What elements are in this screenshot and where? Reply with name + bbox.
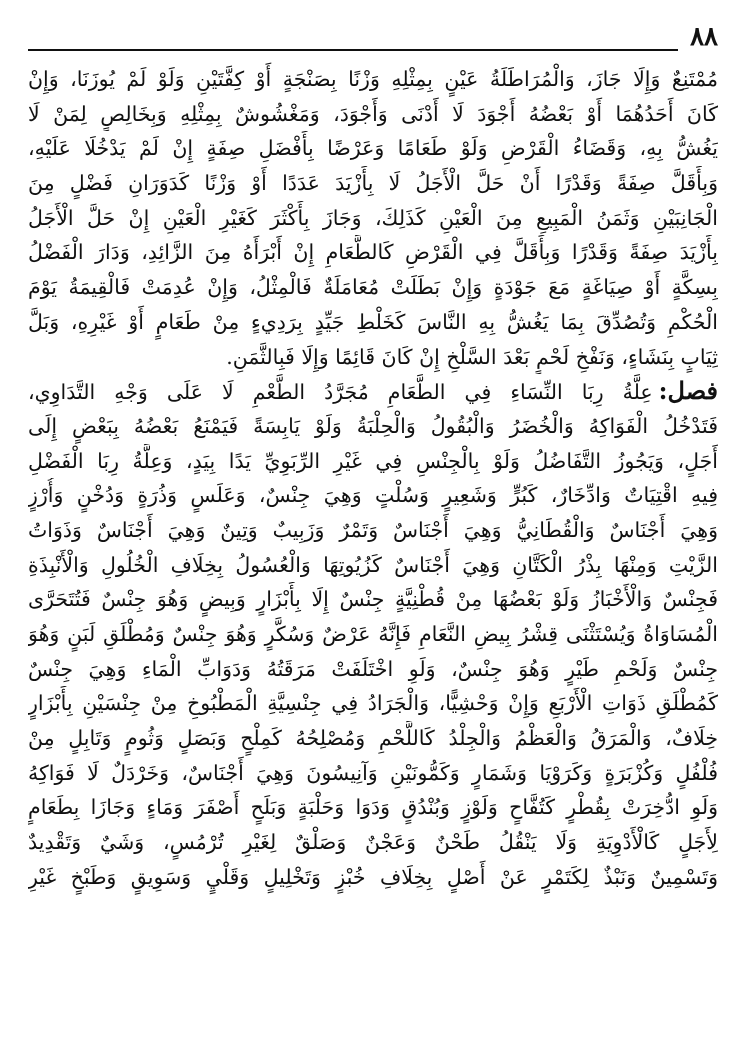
text-line: الْمُسَاوَاةُ وَيُسْتَثْنَى قِشْرُ بِيضِ النَّعَامِ فَإِنَّهُ عَرْضٌ وَسُكَّرٍ وَهُوَ جِنْسٌ وَمُطْلَقِ لَبَنٍ وَهُوَ [28, 622, 718, 646]
text-line: يَغُشُّ بِهِ، وَقَضَاءُ الْقَرْضِ وَلَوْ طَعَامًا وَعَرْضًا بِأَفْضَلِ صِفَةٍ إِنْ لَمْ يَدْخُلَا عَلَيْهِ، [28, 136, 718, 161]
text-line: عِلَّةُ رِبَا النِّسَاءِ فِي الطَّعَامِ مُجَرَّدُ الطَّعْمِ لَا عَلَى وَجْهِ التَّدَاوِي، [28, 380, 653, 405]
text-line: لِأَجَلٍ كَالْأَدْوِيَةِ وَلَا يَنْقُلُ طَحْنٌ وَعَجْنٌ وَصَلْقٌ لِغَيْرِ تُرْمُسٍ، وَشَيٌ وَتَقْدِيدٌ [28, 830, 718, 855]
section-heading: فصل: [658, 376, 718, 406]
text-line: كَانَ أَحَدُهُمَا أَوْ بَعْضُهُ أَجْوَدَ لَا أَدْنَى وَأَجْوَدَ، وَمَغْشُوشٌ بِمِثْلِهِ وَبِخَالِصٍ لِمَنْ لَا [28, 101, 718, 126]
text-line: فَتَدْخُلُ الْفَوَاكِهُ وَالْخُضَرُ وَالْبُقُولُ وَالْحِلْبَةُ وَلَوْ يَابِسَةً فَيَمْنَعُ بَعْضُهُ بِبَعْضٍ إِلَى [28, 413, 718, 438]
text-line: بِسِكَّةٍ أَوْ صِيَاغَةٍ مَعَ جَوْدَةٍ وَإِنْ بَطَلَتْ مُعَامَلَةٌ فَالْمِثْلُ، وَإِنْ عُدِمَتْ فَالْقِيمَةُ يَوْمَ [28, 275, 718, 300]
text-line: مُمْتَنِعٌ وَإِلَا جَازَ، وَالْمُرَاطَلَةُ عَيْنٍ بِمِثْلِهِ وَزْنًا بِصَنْجَةٍ أَوْ كِفَّتَيْنِ وَلَوْ لَمْ يُوزَنَا، وَإِنْ [28, 67, 718, 91]
body-text [28, 62, 718, 895]
text-line: فُلْفُلٍ وَكُزْبَرَةٍ وَكَرَوْيَا وَشَمَارٍ وَكَمُّونَيْنِ وَآنِيسُونَ وَهِيَ أَجْنَاسٌ، وَخَرْدَلٌ لَا فَوَاكِهُ [28, 760, 718, 785]
text-line: الْحُكْمِ وَتُصُدِّقَ بِمَا يَغُشُّ بِهِ النَّاسَ كَخَلْطِ جَيِّدٍ بِرَدِيءٍ مِنْ طَعَامٍ أَوْ غَيْرِهِ، وَبَلَّ [28, 309, 718, 334]
text-line: ثِيَابٍ بِنَشَاءٍ، وَنَفْخِ لَحْمٍ بَعْدَ السَّلْخِ إِنْ كَانَ قَائِمًا وَإِلَا فَبِالثَّمَنِ. [226, 344, 718, 369]
text-line: بِأَزْيَدَ صِفَةً وَقَدْرًا وَبِأَقَلَّ فِي الْقَرْضِ كَالطَّعَامِ إِنْ أَبْرَأَهُ مِنَ الزَّائِدِ، وَدَارَ الْفَضْلُ [28, 240, 718, 265]
text-line: فَجِنْسٌ وَالْأَخْبَازُ وَلَوْ بَعْضُهَا مِنْ قُطْنِيَّةٍ جِنْسٌ إِلَا بِأَبْزَارٍ وَبِيضٍ وَهُوَ جِنْسٌ فَتُتَحَرَّى [28, 587, 718, 612]
text-line: كَمُطْلَقِ ذَوَاتِ الْأَرْبَعِ وَإِنْ وَحْشِيًّا، وَالْجَرَادُ فِي جِنْسِيَّةِ الْمَطْبُوخِ مِنْ جِنْسَيْنِ بِأَبْزَارٍ [28, 691, 718, 716]
text-line: الْجَانِبَيْنِ وَثَمَنُ الْمَبِيعِ مِنَ الْعَيْنِ كَذَلِكَ، وَجَازَ بِأَكْثَرَ كَغَيْرِ الْعَيْنِ إِنْ حَلَّ الْأَجَلُ [28, 205, 718, 230]
page-header [28, 22, 718, 56]
text-line: وَهِيَ أَجْنَاسٌ وَالْقُطَانِيُّ وَهِيَ أَجْنَاسٌ وَتَمْرٌ وَزَبِيبٌ وَتِينٌ وَهِيَ أَجْنَاسٌ وَذَوَاتُ [28, 517, 718, 542]
text-line: خِلَافٌ، وَالْمَرَقُ وَالْعَظْمُ وَالْجِلْدُ كَاللَّحْمِ وَمُصْلِحُهُ كَمِلْحٍ وَبَصَلٍ وَثُومٍ وَتَابِلٍ مِنْ [28, 726, 718, 751]
text-line: وَتَسْمِينٌ وَنَبْذٌ لِكَتَمْرٍ عَنْ أَصْلٍ بِخِلَافِ خُبْزٍ وَتَخْلِيلٍ وَقَلْيٍ وَسَوِيقٍ وَطَبْخٍ غَيْرِ [28, 864, 718, 889]
book-page [28, 22, 718, 1042]
text-line: وَلَوِ ادُّخِرَتْ بِقُطْرٍ كَتُفَّاحٍ وَلَوْزٍ وَبُنْدُقٍ وَدَوَا وَحَلْبَةٍ وَبَلَحٍ أَصْفَرَ وَمَاءٍ وَجَازَا بِطَعَامٍ [28, 795, 718, 820]
section-first-line [28, 374, 718, 409]
text-line: وَبِأَقَلَّ صِفَةً وَقَدْرًا أَنْ حَلَّ الْأَجَلُ لَا بِأَزْيَدَ عَدَدًا أَوْ وَزْنًا كَدَوَرَانِ فَضْلٍ مِنَ [28, 171, 718, 196]
header-rule [28, 49, 678, 51]
text-line: أَجَلٍ، وَيَجُوزُ التَّفَاضُلُ وَلَوْ بِالْجِنْسِ فِي غَيْرِ الرِّبَوِيِّ يَدًا بِيَدٍ، وَعِلَّةُ رِبَا الْفَضْلِ [28, 448, 718, 473]
text-line: فِيهِ اقْتِيَاتٌ وَادِّخَارٌ، كَبُرٍّ وَشَعِيرٍ وَسُلْتٍ وَهِيَ جِنْسٌ، وَعَلَسٍ وَذُرَةٍ وَدُخْنٍ وَأُرْزٍ [28, 483, 718, 508]
page-number: ٨٨ [690, 22, 718, 52]
text-line: الزَّيْتِ وَمِنْهَا بِذْرُ الْكَتَّانِ وَهِيَ أَجْنَاسٌ كَزُيُوتِهَا وَالْعُسُولُ بِخِلَافِ الْخُلُولِ وَالْأَنْبِذَةِ [28, 552, 718, 577]
text-line: جِنْسٌ وَلَحْمِ طَيْرٍ وَهُوَ جِنْسٌ، وَلَوِ اخْتَلَفَتْ مَرَقَتُهُ وَدَوَابِّ الْمَاءِ وَهِيَ جِنْسٌ [28, 656, 718, 681]
